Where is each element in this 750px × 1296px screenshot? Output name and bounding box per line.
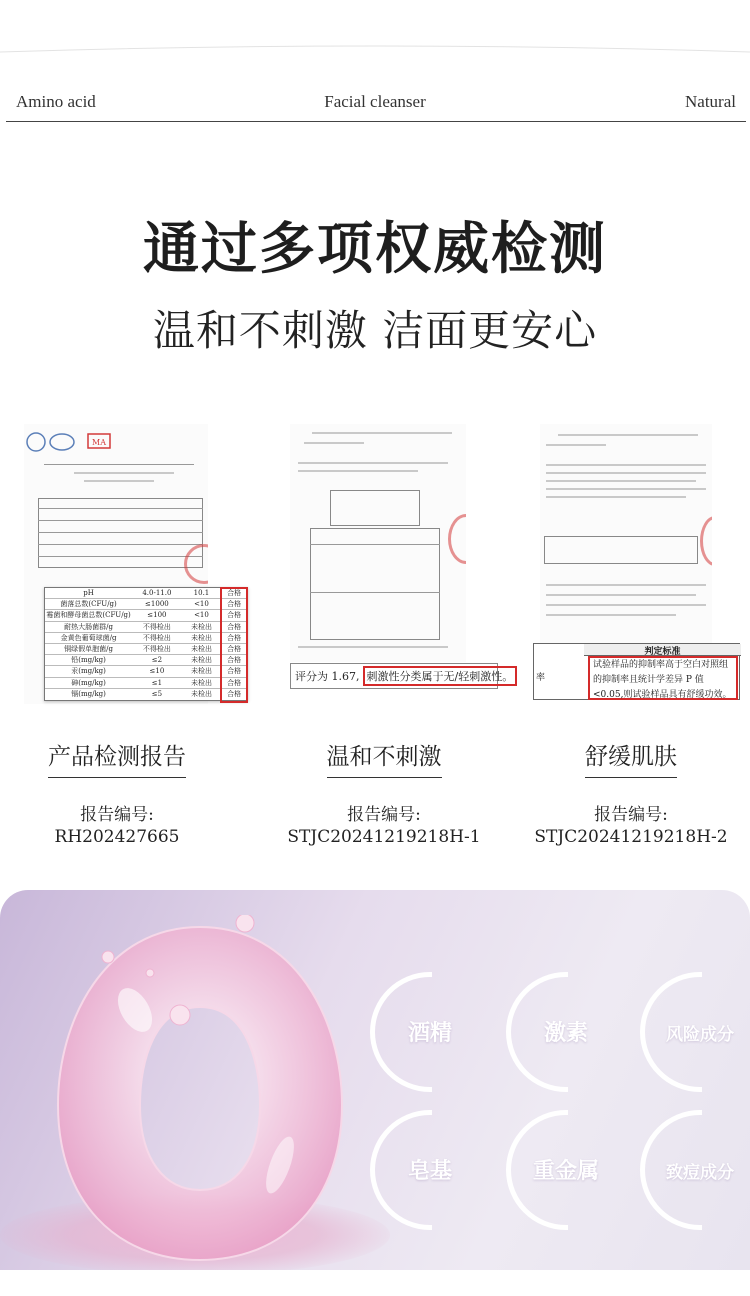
badge-label: 酒精: [407, 1021, 452, 1046]
free-from-banner: [0, 890, 750, 1270]
badge-label: 风险成分: [666, 1025, 734, 1045]
table-row: 金黄色葡萄球菌/g 不得检出 未检出 合格: [45, 633, 247, 644]
score-highlight: 刺激性分类属于无/轻刺激性。: [363, 666, 518, 686]
table-row: 耐热大肠菌群/g 不得检出 未检出 合格: [45, 622, 247, 633]
report-caption-3: [522, 738, 740, 847]
svg-text:MA: MA: [92, 438, 106, 447]
report-number-label: 报告编号:: [347, 805, 421, 825]
header-right-text: Natural: [685, 92, 736, 111]
verdict-text: 试验样品的抑制率高于空白对照组的抑制率且统计学差异 P 值<0.05,则试验样品具有舒缓功效。: [588, 656, 738, 700]
badge-hormone: [506, 972, 626, 1092]
table-row: 砷(mg/kg) ≤1 未检出 合格: [45, 678, 247, 689]
table-row: 镉(mg/kg) ≤5 未检出 合格: [71, 690, 242, 699]
report-number: RH202427665: [54, 827, 180, 847]
report-name: 舒缓肌肤: [585, 738, 677, 778]
badge-label: 致痘成分: [666, 1163, 734, 1183]
badge-label: 重金属: [532, 1159, 599, 1184]
badge-comedogenic: [640, 1110, 750, 1230]
table-row: 铅(mg/kg) ≤2 未检出 合格: [45, 655, 247, 666]
score-text: 评分为 1.67,: [295, 670, 360, 683]
header-left-text: Amino acid: [16, 92, 96, 111]
badge-label: 激素: [543, 1021, 588, 1046]
badge-soap-base: [370, 1110, 490, 1230]
report-name: 温和不刺激: [327, 738, 442, 778]
verdict-header: 判定标准: [584, 644, 741, 656]
report-number: STJC20241219218H-2: [534, 827, 728, 847]
report-caption-2: [270, 738, 498, 847]
badge-label: 皂基: [407, 1159, 452, 1184]
badge-heavy-metal: [506, 1110, 626, 1230]
badge-alcohol: [370, 972, 490, 1092]
header-divider: [6, 121, 746, 122]
header-row: [0, 92, 750, 116]
header-center-text: Facial cleanser: [324, 92, 426, 111]
table-row: 汞(mg/kg) ≤10 未检出 合格: [45, 666, 247, 677]
irritation-score-strip: [290, 663, 514, 689]
report-caption-1: [20, 738, 214, 847]
test-results-table: [44, 587, 248, 701]
page-title: 通过多项权威检测: [143, 217, 607, 282]
page-subtitle: 温和不刺激 洁面更安心: [152, 306, 598, 355]
report-document-3: [540, 424, 712, 646]
report-number-label: 报告编号:: [80, 805, 154, 825]
result-highlight-box: [220, 587, 248, 703]
report-number-label: 报告编号:: [594, 805, 668, 825]
table-row: 菌落总数(CFU/g) ≤1000 <10 合格: [45, 599, 247, 610]
zero-ring-icon: [30, 915, 370, 1270]
certification-logos-icon: [24, 430, 124, 454]
table-row: 霉菌和酵母菌总数(CFU/g) ≤100 <10 合格: [45, 610, 247, 621]
report-name: 产品检测报告: [48, 738, 186, 778]
table-row: pH 4.0-11.0 10.1 合格: [45, 588, 247, 599]
table-row: 铜绿假单胞菌/g 不得检出 未检出 合格: [45, 644, 247, 655]
verdict-table: [533, 643, 740, 700]
report-document-2: [290, 424, 466, 662]
verdict-label: 率: [536, 673, 546, 683]
top-curve-decoration: [0, 0, 750, 60]
report-number: STJC20241219218H-1: [287, 827, 481, 847]
badge-risk-ingredients: [640, 972, 750, 1092]
